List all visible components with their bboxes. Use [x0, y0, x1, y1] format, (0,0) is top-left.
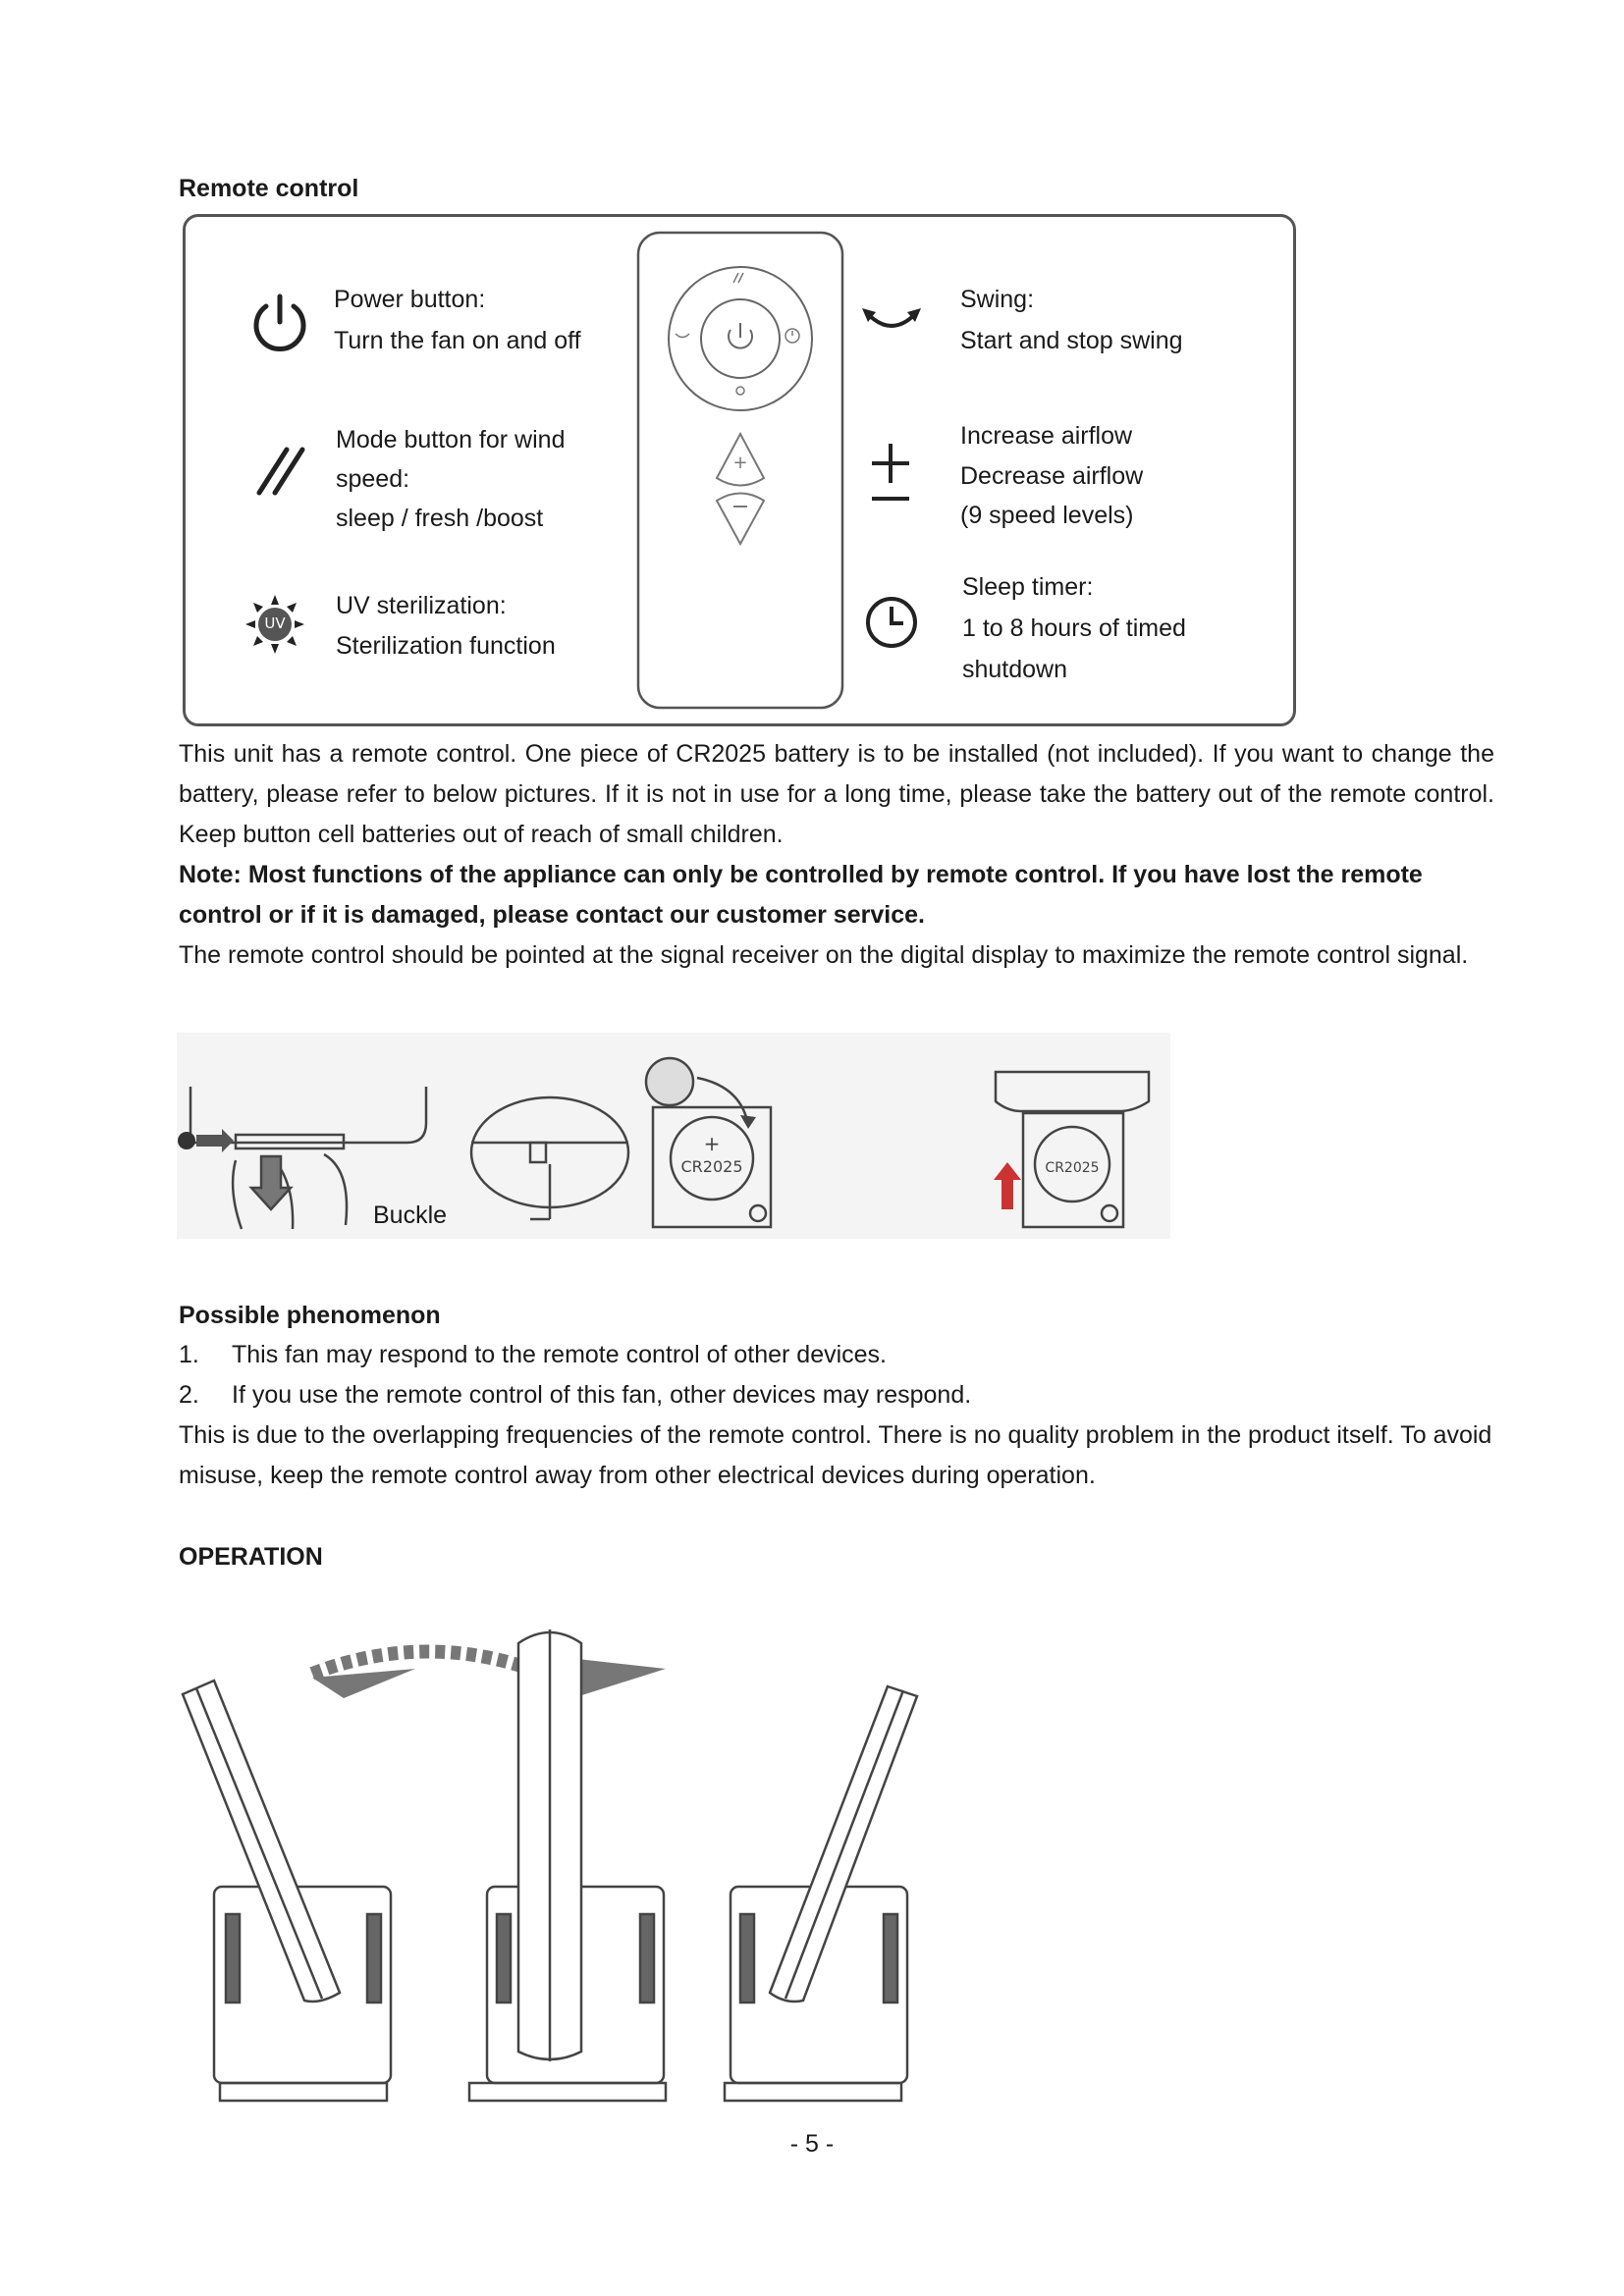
clock-icon [864, 595, 919, 650]
timer-label-line2: 1 to 8 hours of timed [962, 614, 1186, 642]
section-title-remote-control: Remote control [179, 175, 359, 202]
section-title-operation: OPERATION [179, 1543, 323, 1571]
svg-text:+: + [732, 453, 748, 473]
page-number: - 5 - [789, 2130, 835, 2158]
power-icon [247, 291, 312, 355]
note-paragraph: Note: Most functions of the appliance can only be controlled by remote control. If you have lost the remote control or if it is damaged, please contact our customer service. [179, 861, 1423, 929]
uv-label-line2: Sterilization function [336, 632, 556, 660]
battery-cr2025-label: CR2025 [680, 1157, 743, 1176]
swing-icon [860, 298, 923, 338]
phenomenon-explanation: This is due to the overlapping frequencies of the remote control. There is no quality problem in the product itself. To avoid misuse, keep the remote control away from other electrical devices during operation. [179, 1421, 1492, 1489]
wind-mode-icon [253, 444, 308, 499]
battery-plus-label: + [703, 1132, 721, 1155]
phenomenon-item-2-number: 2. [179, 1381, 199, 1409]
airflow-label-line3: (9 speed levels) [960, 502, 1134, 529]
section-title-phenomenon: Possible phenomenon [179, 1302, 441, 1329]
mode-label-line2: speed: [336, 465, 410, 493]
swing-label-line1: Swing: [960, 286, 1035, 313]
fan-right [725, 1686, 917, 2101]
power-label-line1: Power button: [334, 286, 486, 313]
battery-cr2025-label-2: CR2025 [1045, 1160, 1100, 1176]
fan-left [183, 1681, 391, 2101]
airflow-label-line2: Decrease airflow [960, 462, 1144, 490]
remote-illustration [628, 228, 854, 713]
uv-icon [244, 593, 306, 656]
airflow-label-line1: Increase airflow [960, 422, 1133, 450]
plus-minus-icon [868, 440, 913, 505]
mode-label-line3: sleep / fresh /boost [336, 505, 544, 532]
timer-label-line1: Sleep timer: [962, 573, 1094, 601]
swing-label-line2: Start and stop swing [960, 327, 1183, 354]
fan-swing-illustration [175, 1600, 919, 2120]
battery-paragraph: This unit has a remote control. One piece of CR2025 battery is to be installed (not included). If you want to change the battery, please refer to below pictures. If it is not in use for a long time, please take the battery out of the remote control. Keep button cell batteries out of reach of small children. [179, 740, 1494, 848]
phenomenon-item-1-number: 1. [179, 1341, 199, 1368]
uv-icon-text: UV [264, 614, 286, 632]
buckle-label: Buckle [373, 1201, 448, 1229]
fan-center [469, 1629, 666, 2101]
phenomenon-item-2-text: If you use the remote control of this fan, other devices may respond. [232, 1381, 972, 1409]
pointing-paragraph: The remote control should be pointed at the signal receiver on the digital display to maximize the remote control signal. [179, 941, 1469, 969]
timer-label-line3: shutdown [962, 656, 1068, 683]
phenomenon-item-1-text: This fan may respond to the remote control of other devices. [232, 1341, 888, 1368]
power-label-line2: Turn the fan on and off [334, 327, 581, 354]
uv-label-line1: UV sterilization: [336, 592, 507, 619]
battery-replacement-figure [177, 1033, 1170, 1239]
mode-label-line1: Mode button for wind [336, 426, 566, 454]
